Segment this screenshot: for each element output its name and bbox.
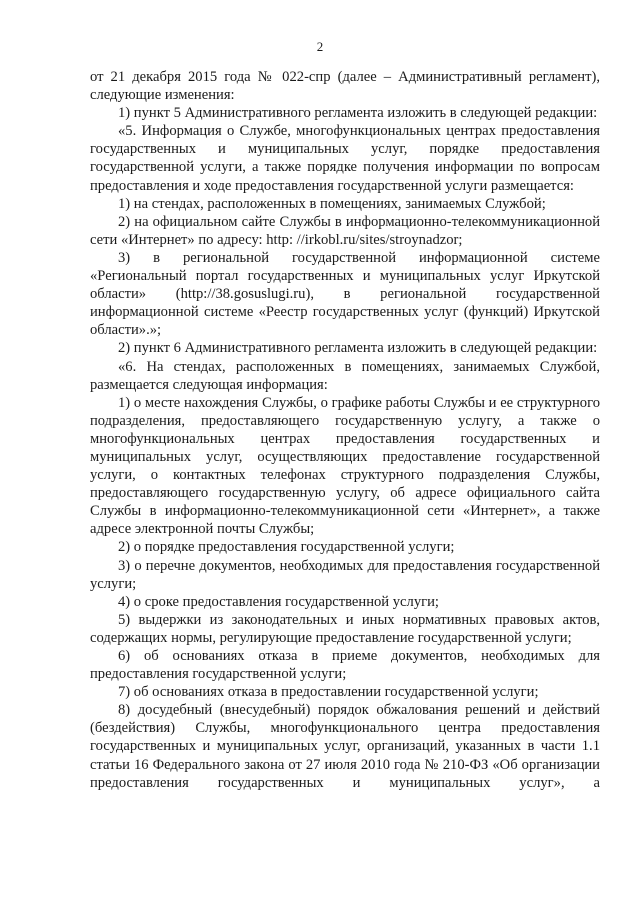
paragraph: 1) на стендах, расположенных в помещениях, занимаемых Службой; — [118, 195, 546, 212]
paragraph: «5. Информация о Службе, многофункциональных центрах предоставления государственных и муниципальных услуг, порядке предоставления государственной услуги, а также порядке получения информации по вопросам предоставления и ходе предоставления государственной услуги размещается: — [90, 123, 600, 194]
page-number: 2 — [316, 39, 324, 54]
paragraph: 7) об основаниях отказа в предоставлении государственной услуги; — [118, 684, 539, 701]
paragraph: 3) о перечне документов, необходимых для предоставления государственной услуги; — [90, 557, 600, 592]
paragraph: «6. На стендах, расположенных в помещениях, занимаемых Службой, размещается следующая информация: — [90, 358, 600, 393]
paragraph: 1) пункт 5 Административного регламента изложить в следующей редакции: — [118, 105, 598, 122]
paragraph: от 21 декабря 2015 года № 022-спр (далее – Административный регламент), следующие изменения: — [90, 69, 600, 104]
paragraph: 2) о порядке предоставления государственной услуги; — [118, 539, 455, 556]
paragraph: 2) пункт 6 Административного регламента изложить в следующей редакции: — [118, 340, 598, 357]
paragraph: 4) о сроке предоставления государственной услуги; — [118, 593, 439, 610]
document-body — [90, 68, 600, 792]
paragraph: 2) на официальном сайте Службы в информационно-телекоммуникационной сети «Интернет» по адресу: http: //irkobl.ru/sites/stroynadzor; — [90, 213, 600, 248]
paragraph: 1) о месте нахождения Службы, о графике работы Службы и ее структурного подразделения, предоставляющего государственную услугу, а также о многофункциональных центрах предоставления государственных и муниципальных услуг, осуществляющих предоставление государственной услуги, о контактных телефонах структурного подразделения Службы, предоставляющего государственную услугу, об адресе официального сайта Службы в информационно-телекоммуникационной сети «Интернет», а также адресе электронной почты Службы; — [90, 394, 600, 538]
paragraph: 5) выдержки из законодательных и иных нормативных правовых актов, содержащих нормы, регулирующие предоставление государственной услуги; — [90, 611, 600, 646]
paragraph: 6) об основаниях отказа в приеме документов, необходимых для предоставления государственной услуги; — [90, 648, 600, 683]
paragraph: 8) досудебный (внесудебный) порядок обжалования решений и действий (бездействия) Службы, многофункционального центра предоставления государственных и муниципальных услуг, организаций, указанных в части 1.1 статьи 16 Федерального закона от 27 июля 2010 года № 210-ФЗ «Об организации предоставления государственных и муниципальных услуг», а — [90, 702, 600, 791]
paragraph: 3) в региональной государственной информационной системе «Региональный портал государственных и муниципальных услуг Иркутской области» (http://38.gosuslugi.ru), в региональной государственной информационной системе «Реестр государственных услуг (функций) Иркутской области».»; — [90, 249, 600, 339]
